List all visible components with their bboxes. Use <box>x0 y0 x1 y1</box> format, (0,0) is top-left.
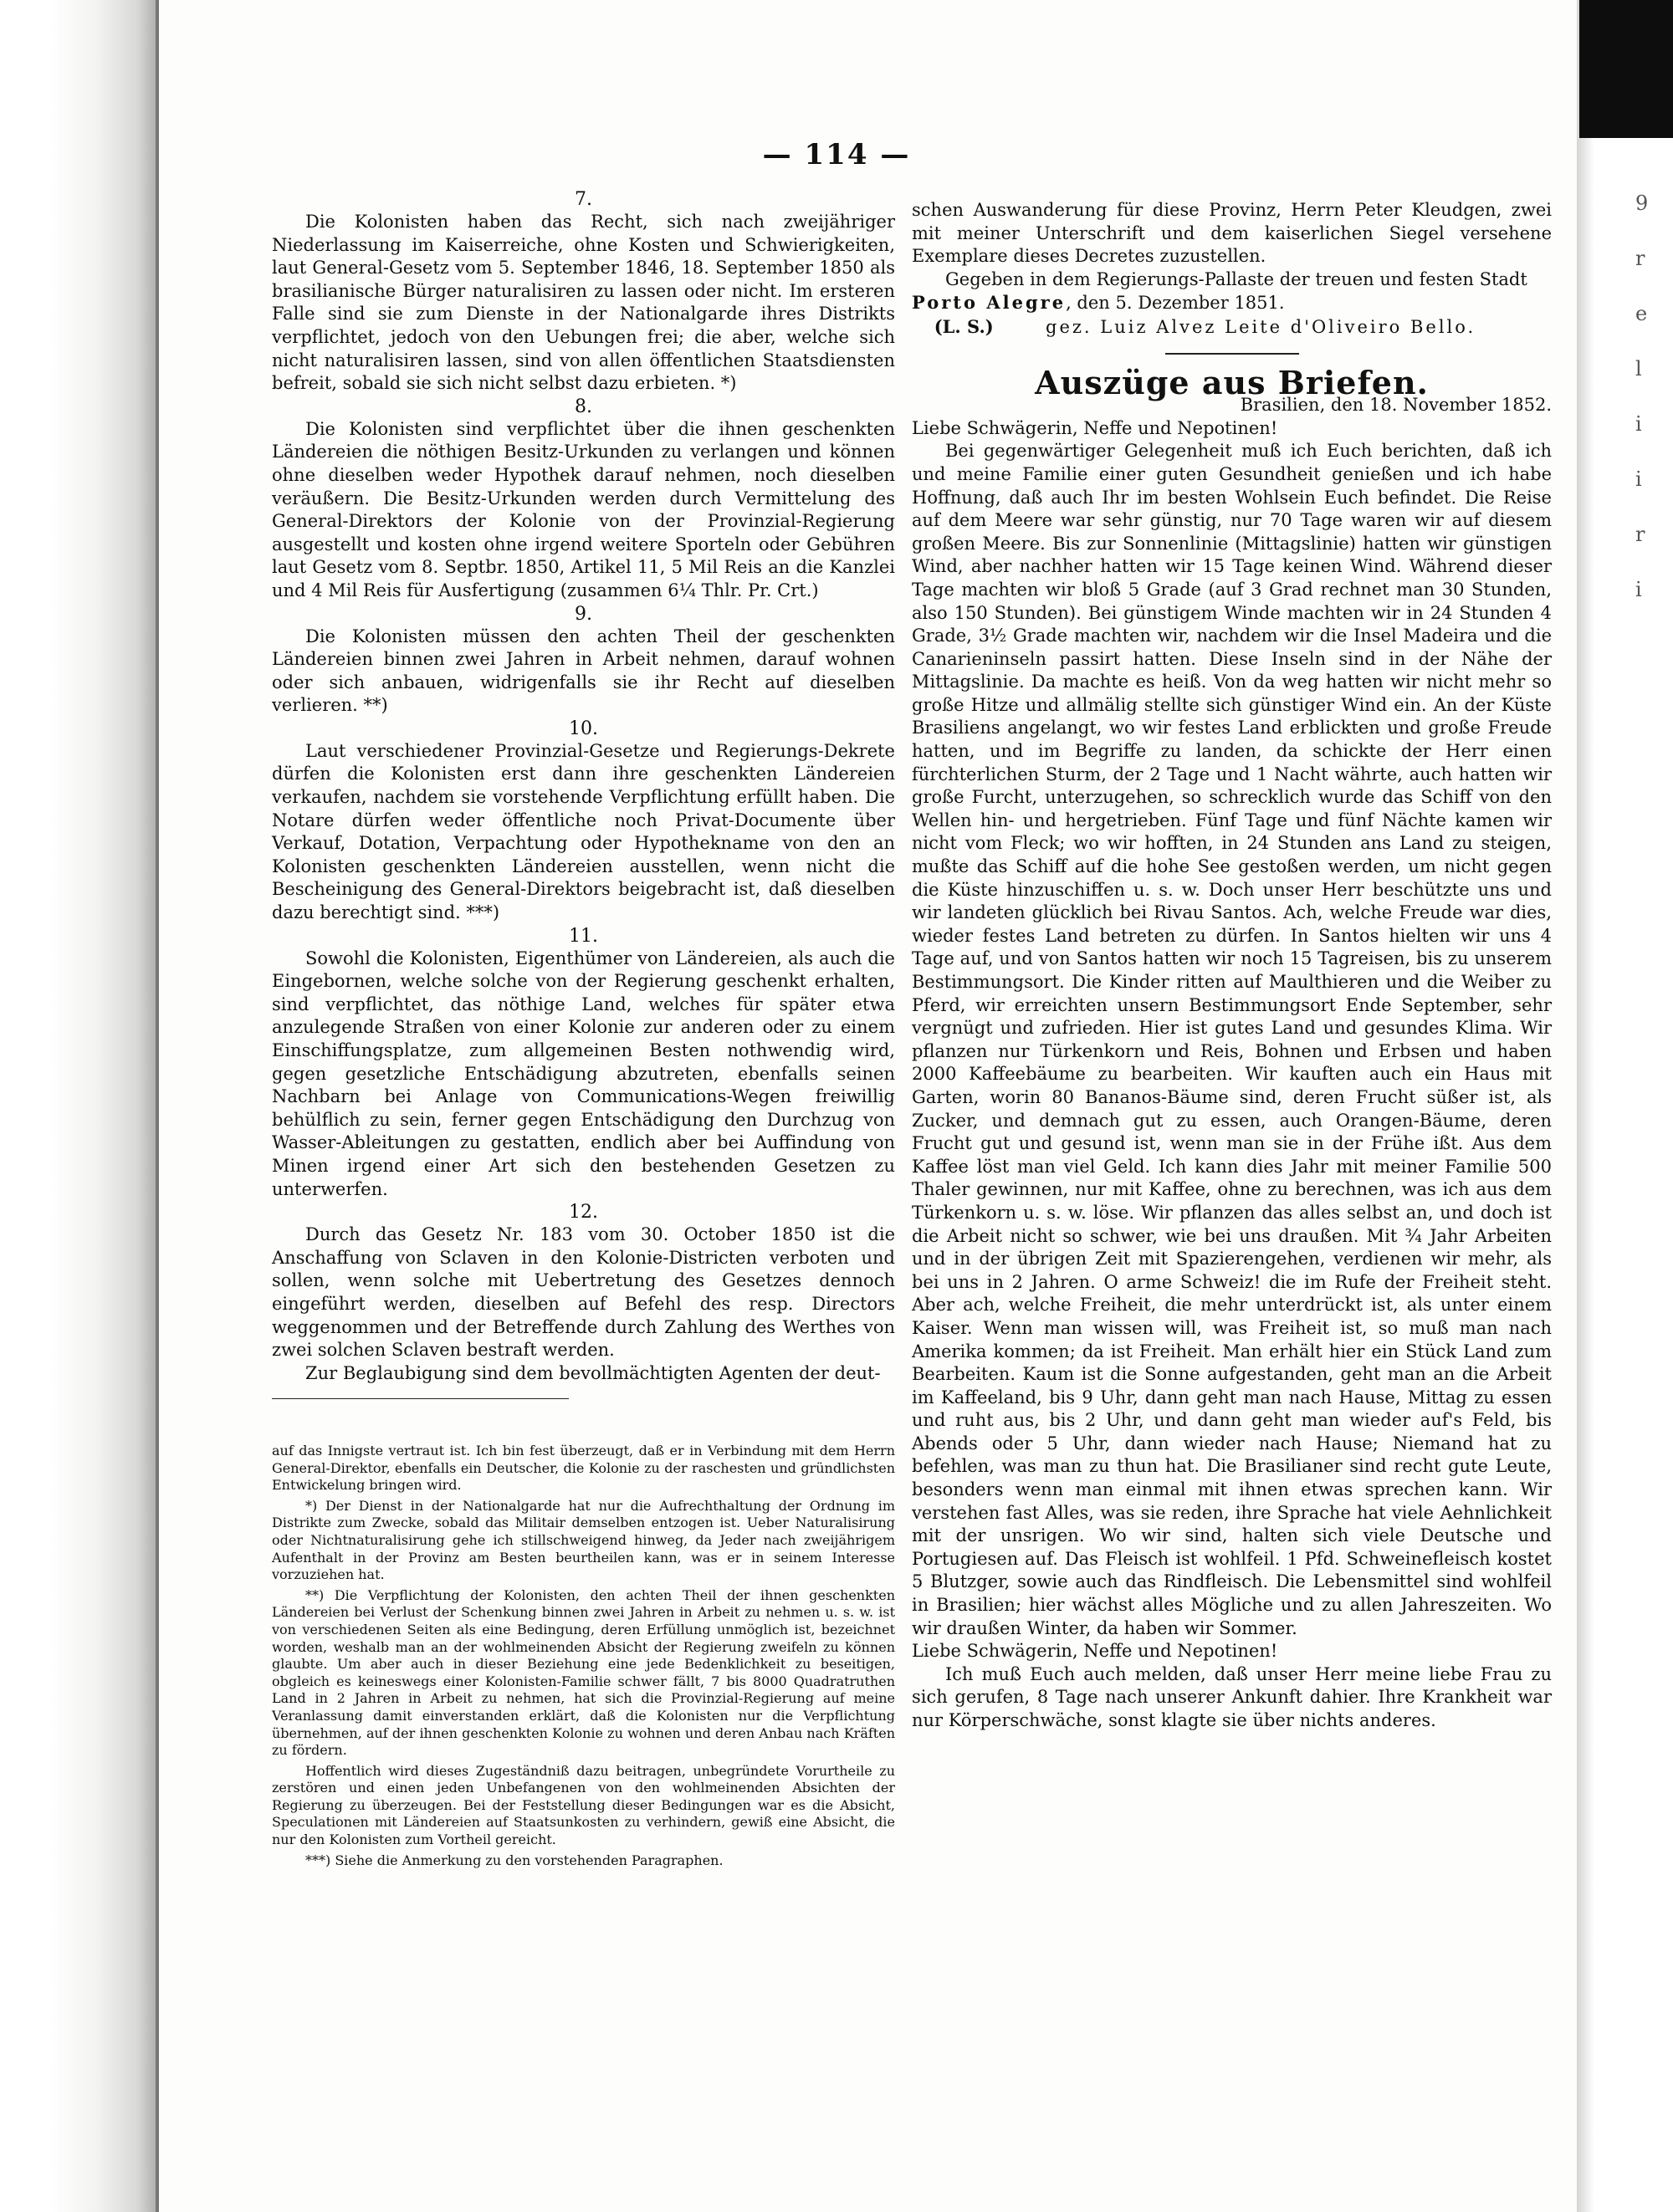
section-divider <box>1165 353 1299 355</box>
decree-signature-line <box>912 315 1552 340</box>
section-number: 12. <box>569 1202 598 1223</box>
footnote: **) Die Verpflichtung der Kolonisten, den achten Theil der ihnen geschenkten Ländereien bei Verlust der Schenkung binnen zwei Jahren in Arbeit zu nehmen u. s. w. ist von verschiedenen Seiten als eine Bedingung, deren Erfüllung unmöglich ist, bezeichnet worden, weshalb man an der wohlmeinenden Absicht der Regierung zweifeln zu können glaubte. Um aber auch in dieser Beziehung eine jede Bedenklichkeit zu beseitigen, obgleich es keineswegs einer Kolonisten-Familie schwer fällt, 7 bis 8000 Quadratruthen Land in 2 Jahren in Arbeit zu nehmen, hat sich die Provinzial-Regierung auf meine Veranlassung damit einverstanden erklärt, daß die Kolonisten nur die Verpflichtung übernehmen, auf der ihnen geschenkten Kolonie zu wohnen und deren Anbau nach Kräften zu fördern. <box>272 1586 895 1759</box>
decree-place-date <box>912 291 1552 315</box>
decree-given: Gegeben in dem Regierungs-Pallaste der treuen und festen Stadt <box>945 268 1527 289</box>
section-text: Die Kolonisten sind verpflichtet über die ihnen geschenkten Ländereien die nöthigen Besitz-Urkunden zu verlangen und können ohne dieselben weder Hypothek darauf nehmen, noch dieselben veräußern. Die Besitz-Urkunden werden durch Vermittelung des General-Direktors der Kolonie von der Provinzial-Regierung ausgestellt und kosten ohne irgend weitere Sporteln oder Gebühren laut Gesetz vom 8. Septbr. 1850, Artikel 11, 5 Mil Reis an die Kanzlei und 4 Mil Reis für Ausfertigung (zusammen 6¼ Thlr. Pr. Crt.) <box>272 418 895 600</box>
letter-body: Bei gegenwärtiger Gelegenheit muß ich Euch berichten, daß ich und meine Familie einer guten Gesundheit genießen und ich habe Hoffnung, daß auch Ihr im besten Wohlsein Euch befindet. Die Reise auf dem Meere war sehr günstig, nur 70 Tage waren wir auf diesem großen Meere. Bis zur Sonnenlinie (Mittagslinie) hatten wir günstigen Wind, aber nachher hatten wir 15 Tage keinen Wind. Während dieser Tage machten wir bloß 5 Grade (auf 3 Grad rechnet man 30 Stunden, also 150 Stunden). Bei günstigem Winde machten wir in 24 Stunden 4 Grade, 3½ Grade machten wir, nachdem wir die Insel Madeira und die Canarieninseln passirt hatten. Diese Inseln sind in der Nähe der Mittagslinie. Da machte es heiß. Von da weg hatten wir nicht mehr so große Hitze und allmälig stellte sich günstiger Wind ein. An der Küste Brasiliens angelangt, wo wir festes Land erblickten und große Freude hatten, und im Begriffe zu landen, da schickte der Herr einen fürchterlichen Sturm, der 2 Tage und 1 Nacht währte, auch hatten wir große Furcht, unterzugehen, so schrecklich wurde das Schiff von den Wellen hin- und hergetrieben. Fünf Tage und fünf Nächte kamen wir nicht vom Fleck; wo wir hofften, in 24 Stunden ans Land zu steigen, mußte das Schiff auf die hohe See gestoßen werden, um nicht gegen die Küste hinzuschiffen u. s. w. Doch unser Herr beschützte uns und wir landeten glücklich bei Rivau Santos. Ach, welche Freude war dies, wieder festes Land betreten zu dürfen. In Santos hielten wir uns 4 Tage auf, und von Santos hatten wir noch 15 Tagreisen, bis zu unserem Bestimmungsort. Die Kinder ritten auf Maulthieren und die Weiber zu Pferd, wir erreichten unsern Bestimmungsort Ende September, sehr vergnügt und zufrieden. Hier ist gutes Land und gesundes Klima. Wir pflanzen nur Türkenkorn und Reis, Bohnen und Erbsen und haben 2000 Kaffeebäume zu bearbeiten. Wir kauften auch ein Haus mit Garten, worin 80 Bananos-Bäume sind, deren Frucht süßer ist, als Zucker, und demnach gut zu essen, auch Orangen-Bäume, deren Frucht gut und gesund ist, wenn man sie in der Frühe ißt. Aus dem Kaffee löst man viel Geld. Ich kann dies Jahr mit meiner Familie 500 Thaler gewinnen, nur mit Kaffee, ohne zu berechnen, was ich aus dem Türkenkorn u. s. w. löse. Wir pflanzen das alles selbst an, und doch ist die Arbeit nicht so schwer, wie bei uns draußen. Mit ¾ Jahr Arbeiten und in der übrigen Zeit mit Spazierengehen, verdienen wir mehr, als bei uns in 2 Jahren. O arme Schweiz! die im Rufe der Freiheit steht. Aber ach, welche Freiheit, die mehr unterdrückt ist, als unter einem Kaiser. Wenn man wissen will, was Freiheit ist, so muß man nach Amerika kommen; da ist Freiheit. Man erhält hier ein Stück Land zum Bearbeiten. Kaum ist die Sonne aufgestanden, geht man an die Arbeit im Kaffeeland, bis 9 Uhr, dann geht man nach Hause, Mittag zu essen und ruht aus, bis 2 Uhr, und dann geht man wieder auf's Feld, bis Abends oder 5 Uhr, dann wieder nach Hause; Niemand hat zu befehlen, was man zu thun hat. Die Brasilianer sind recht gute Leute, besonders wenn man einmal mit ihnen etwas sprechen kann. Wir verstehen fast Alles, was sie reden, ihre Sprache hat viele Aehnlichkeit mit der unsrigen. Wo wir sind, halten sich viele Deutsche und Portugiesen auf. Das Fleisch ist wohlfeil. 1 Pfd. Schweinefleisch kostet 5 Blutzger, sowie auch das Rindfleisch. Die Lebensmittel sind wohlfeil in Brasilien; hier wächst alles Mögliche und zu allen Jahreszeiten. Wo wir draußen Winter, da haben wir Sommer. <box>912 441 1552 1638</box>
footnote-separator <box>272 1398 569 1399</box>
scan-gutter-shadow <box>50 0 159 2212</box>
footnote: auf das Innigste vertraut ist. Ich bin fest überzeugt, daß er in Verbindung mit dem Herrn General-Direktor, ebenfalls ein Deutscher, die Kolonie zu der raschesten und gründlichsten Entwickelung bringen wird. <box>272 1443 895 1494</box>
section-text: Durch das Gesetz Nr. 183 vom 30. October 1850 ist die Anschaffung von Sclaven in den Kolonie-Districten verboten und sollen, wenn solche mit Uebertretung des Gesetzes dennoch eingeführt werden, dieselben auf Befehl des resp. Directors weggenommen und der Betreffende durch Zahlung des Werthes von zwei solchen Sclaven bestraft werden. <box>272 1224 895 1361</box>
left-column <box>272 188 895 1409</box>
section-number: 11. <box>569 925 598 947</box>
section-number: 10. <box>569 718 598 739</box>
closing-line: Zur Beglaubigung sind dem bevollmächtigten Agenten der deut- <box>305 1362 881 1383</box>
section-text: Sowohl die Kolonisten, Eigenthümer von Ländereien, als auch die Eingebornen, welche solche von der Regierung geschenkt erhalten, sind verpflichtet, das nöthige Land, welches für später etwa anzulegende Straßen von einer Kolonie zur anderen oder zu einem Einschiffungsplatze, zum allgemeinen Besten nothwendig wird, gegen gesetzliche Entschädigung abzutreten, ebenfalls seinen Nachbarn bei Anlage von Communications-Wegen freiwillig behülflich zu sein, ferner gegen Entschädigung den Durchzug von Wasser-Ableitungen zu gestatten, endlich aber bei Auffindung von Minen irgend einer Art sich den bestehenden Gesetzen zu unterwerfen. <box>272 948 895 1199</box>
scan-black-corner <box>1579 0 1673 138</box>
page-number: — 114 — <box>762 138 911 171</box>
signature: gez. Luiz Alvez Leite d'Oliveiro Bello. <box>1046 316 1476 337</box>
letter-dateline: Brasilien, den 18. November 1852. <box>1240 395 1552 416</box>
section-text: Die Kolonisten müssen den achten Theil der geschenkten Ländereien binnen zwei Jahren in Arbeit nehmen, darauf wohnen oder sich anbauen, widrigenfalls sie ihr Recht auf dieselben verlieren. **) <box>272 626 895 716</box>
edge-mark: r <box>1635 523 1645 546</box>
section-number: 8. <box>575 396 592 417</box>
footnotes <box>272 1443 895 1872</box>
decree-continuation: schen Auswanderung für diese Provinz, Herrn Peter Kleudgen, zwei mit meiner Unterschrift und dem kaiserlichen Siegel versehene Exemplare dieses Decretes zuzustellen. <box>912 200 1552 267</box>
footnote: ***) Siehe die Anmerkung zu den vorstehenden Paragraphen. <box>305 1852 724 1868</box>
edge-mark: e <box>1635 302 1648 325</box>
edge-mark: i <box>1635 412 1642 436</box>
letter-body-2: Ich muß Euch auch melden, daß unser Herr meine liebe Frau zu sich gerufen, 8 Tage nach unserer Ankunft dahier. Ihre Krankheit war nur Körperschwäche, sonst klagte sie über nichts anderes. <box>912 1663 1552 1730</box>
edge-mark: l <box>1635 357 1642 381</box>
decree-place: Porto Alegre <box>912 292 1067 314</box>
edge-mark: i <box>1635 578 1642 601</box>
adjacent-page-edge-text <box>1635 176 1669 617</box>
section-heading: Auszüge aus Briefen. <box>1035 363 1429 401</box>
section-text: Die Kolonisten haben das Recht, sich nach zweijähriger Niederlassung im Kaiserreiche, ohne Kosten und Schwierigkeiten, laut General-Gesetz vom 5. September 1846, 18. September 1850 als brasilianische Bürger naturalisiren zu lassen oder nicht. Im ersteren Falle sind sie zum Dienste in der Nationalgarde ihres Distrikts verpflichtet, jedoch von den Uebungen frei; die aber, welche sich nicht naturalisiren lassen, sind von allen öffentlichen Staatsdiensten befreit, sobald sie sich nicht selbst dazu erbieten. *) <box>272 212 895 394</box>
section-number: 7. <box>575 189 592 210</box>
seal-mark: (L. S.) <box>934 315 994 337</box>
edge-mark: r <box>1635 247 1645 270</box>
right-column <box>912 199 1552 1733</box>
page-fold-line <box>156 0 159 2212</box>
edge-mark: 9 <box>1635 192 1649 215</box>
decree-date: , den 5. Dezember 1851. <box>1066 293 1285 314</box>
section-text: Laut verschiedener Provinzial-Gesetze und Regierungs-Dekrete dürfen die Kolonisten erst dann ihre geschenkten Ländereien verkaufen, nachdem sie vorstehende Verpflichtung erfüllt haben. Die Notare dürfen weder öffentliche noch Privat-Documente über Verkauf, Dotation, Verpachtung oder Hypothekname von den an Kolonisten geschenkten Ländereien ausstellen, wenn nicht die Bescheinigung des General-Direktors beigebracht ist, daß dieselben dazu berechtigt sind. ***) <box>272 740 895 923</box>
letter-salutation: Liebe Schwägerin, Neffe und Nepotinen! <box>912 417 1278 438</box>
footnote: *) Der Dienst in der Nationalgarde hat nur die Aufrechthaltung der Ordnung im Distrikte zum Zwecke, sobald das Militair demselben entzogen ist. Ueber Naturalisirung oder Nichtnaturalisirung gehe ich stillschweigend hinweg, da Jeder nach zweijährigem Aufenthalt in der Provinz am Besten beurtheilen kann, was er in seinem Interesse vorzuziehen hat. <box>272 1497 895 1583</box>
edge-mark: i <box>1635 467 1642 491</box>
section-number: 9. <box>575 603 592 625</box>
footnote: Hoffentlich wird dieses Zugeständniß dazu beitragen, unbegründete Vorurtheile zu zerstören und einen jeden Unbefangenen von den wohlmeinenden Absichten der Regierung zu überzeugen. Bei der Feststellung dieser Bedingungen war es die Absicht, Speculationen mit Ländereien auf Staatsunkosten zu verhindern, gewiß eine Absicht, die nur den Kolonisten zum Vortheil gereicht. <box>272 1762 895 1848</box>
letter-salutation-2: Liebe Schwägerin, Neffe und Nepotinen! <box>912 1641 1278 1662</box>
